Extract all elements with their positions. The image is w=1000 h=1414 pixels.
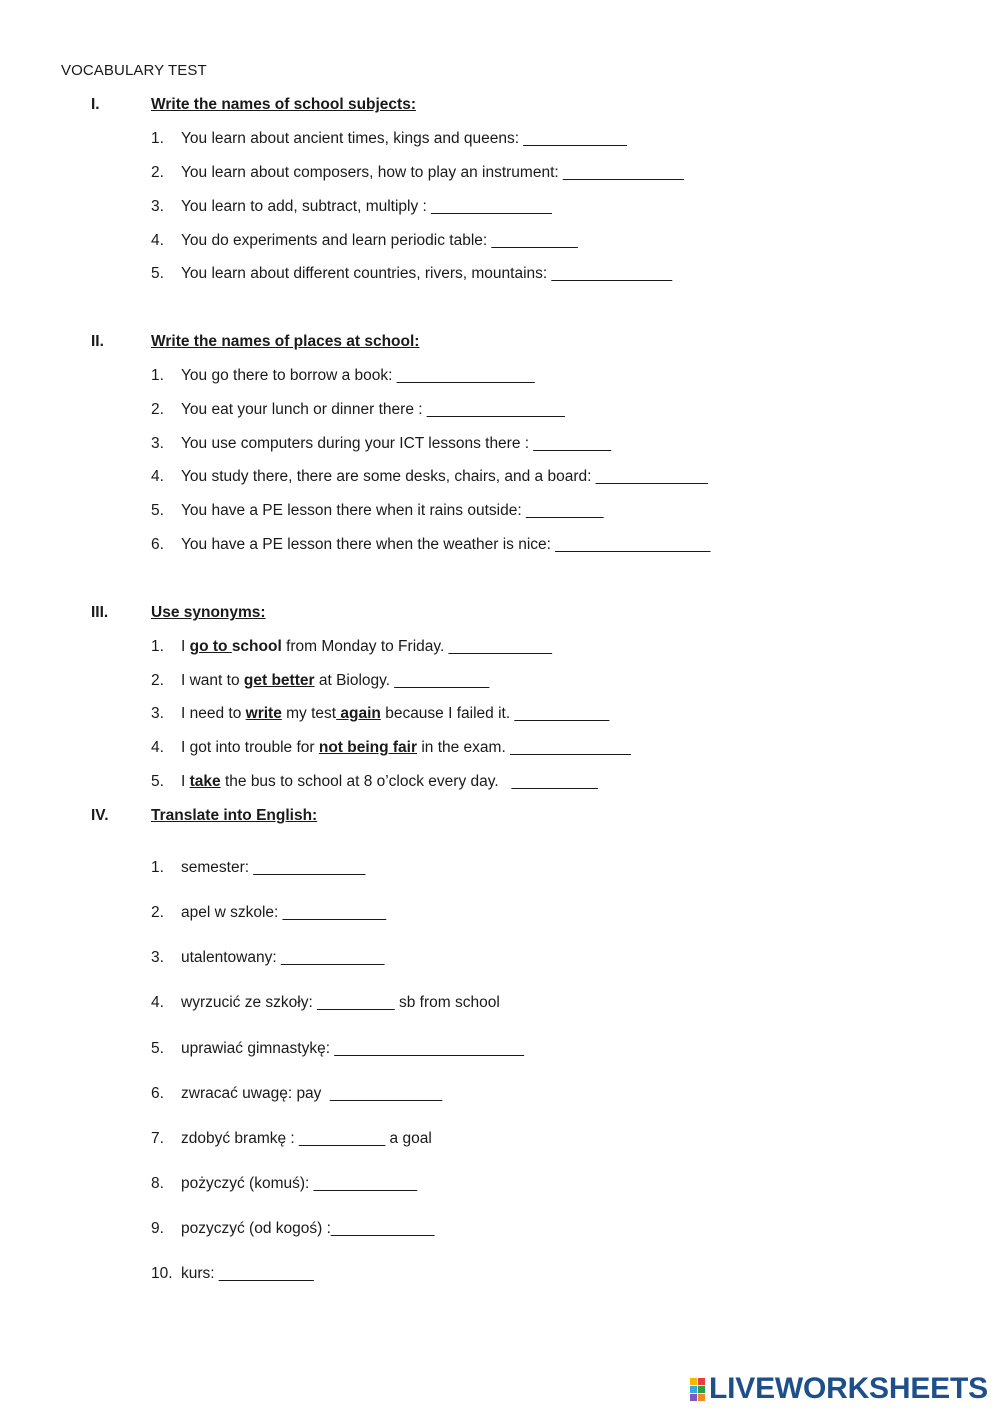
logo-block [690,1378,697,1385]
section-4-number: IV. [91,807,109,824]
section-2-number: II. [91,333,104,350]
logo-text: LIVEWORKSHEETS [709,1372,988,1405]
question-1-1: 1. You learn about ancient times, kings and queens: ____________ [151,130,627,147]
question-4-6: 6. zwracać uwagę: pay _____________ [151,1085,443,1102]
document-title: VOCABULARY TEST [61,62,207,79]
question-3-3: 3. I need to write my test again because I failed it. ___________ [151,705,610,722]
section-3-number: III. [91,604,109,621]
question-4-3: 3. utalentowany: ____________ [151,949,385,966]
question-2-4: 4. You study there, there are some desks, chairs, and a board: _____________ [151,468,708,485]
emphasis: again [336,705,381,722]
question-3-2: 2. I want to get better at Biology. ___________ [151,672,490,689]
logo-block [698,1394,705,1401]
section-2-heading: Write the names of places at school: [151,333,420,350]
question-2-1: 1. You go there to borrow a book: ________________ [151,367,535,384]
question-2-2: 2. You eat your lunch or dinner there : ________________ [151,401,565,418]
emphasis: go to [189,638,232,655]
question-4-2: 2. apel w szkole: ____________ [151,904,387,921]
emphasis: not being fair [318,739,418,756]
question-4-10: 10. kurs: ___________ [151,1265,314,1282]
question-1-5: 5. You learn about different countries, rivers, mountains: ______________ [151,265,673,282]
section-1-number: I. [91,96,100,113]
logo-block [698,1386,705,1393]
logo-block [690,1386,697,1393]
question-3-5: 5. I take the bus to school at 8 o’clock every day. __________ [151,773,598,790]
logo-mark-icon [690,1378,705,1401]
question-1-4: 4. You do experiments and learn periodic table: __________ [151,232,578,249]
question-4-4: 4. wyrzucić ze szkoły: _________ sb from school [151,994,500,1011]
emphasis: take [189,773,221,790]
section-4-heading: Translate into English: [151,807,318,824]
section-3-heading: Use synonyms: [151,604,266,621]
logo-block [690,1394,697,1401]
question-4-8: 8. pożyczyć (komuś): ____________ [151,1175,418,1192]
section-1-heading: Write the names of school subjects: [151,96,416,113]
question-4-1: 1. semester: _____________ [151,859,366,876]
question-2-3: 3. You use computers during your ICT lessons there : _________ [151,435,611,452]
logo-block [698,1378,705,1385]
emphasis: write [245,705,282,722]
question-4-5: 5. uprawiać gimnastykę: ______________________ [151,1040,524,1057]
question-4-7: 7. zdobyć bramkę : __________ a goal [151,1130,432,1147]
question-2-5: 5. You have a PE lesson there when it rains outside: _________ [151,502,604,519]
liveworksheets-logo[interactable] [690,1374,988,1404]
question-1-2: 2. You learn about composers, how to play an instrument: ______________ [151,164,684,181]
question-3-4: 4. I got into trouble for not being fair in the exam. ______________ [151,739,631,756]
emphasis: get better [243,672,315,689]
question-4-9: 9. pozyczyć (od kogoś) :____________ [151,1220,435,1237]
question-3-1: 1. I go to school from Monday to Friday. ____________ [151,638,553,655]
question-2-6: 6. You have a PE lesson there when the weather is nice: __________________ [151,536,711,553]
question-1-3: 3. You learn to add, subtract, multiply : ______________ [151,198,552,215]
emphasis: school [231,638,282,655]
